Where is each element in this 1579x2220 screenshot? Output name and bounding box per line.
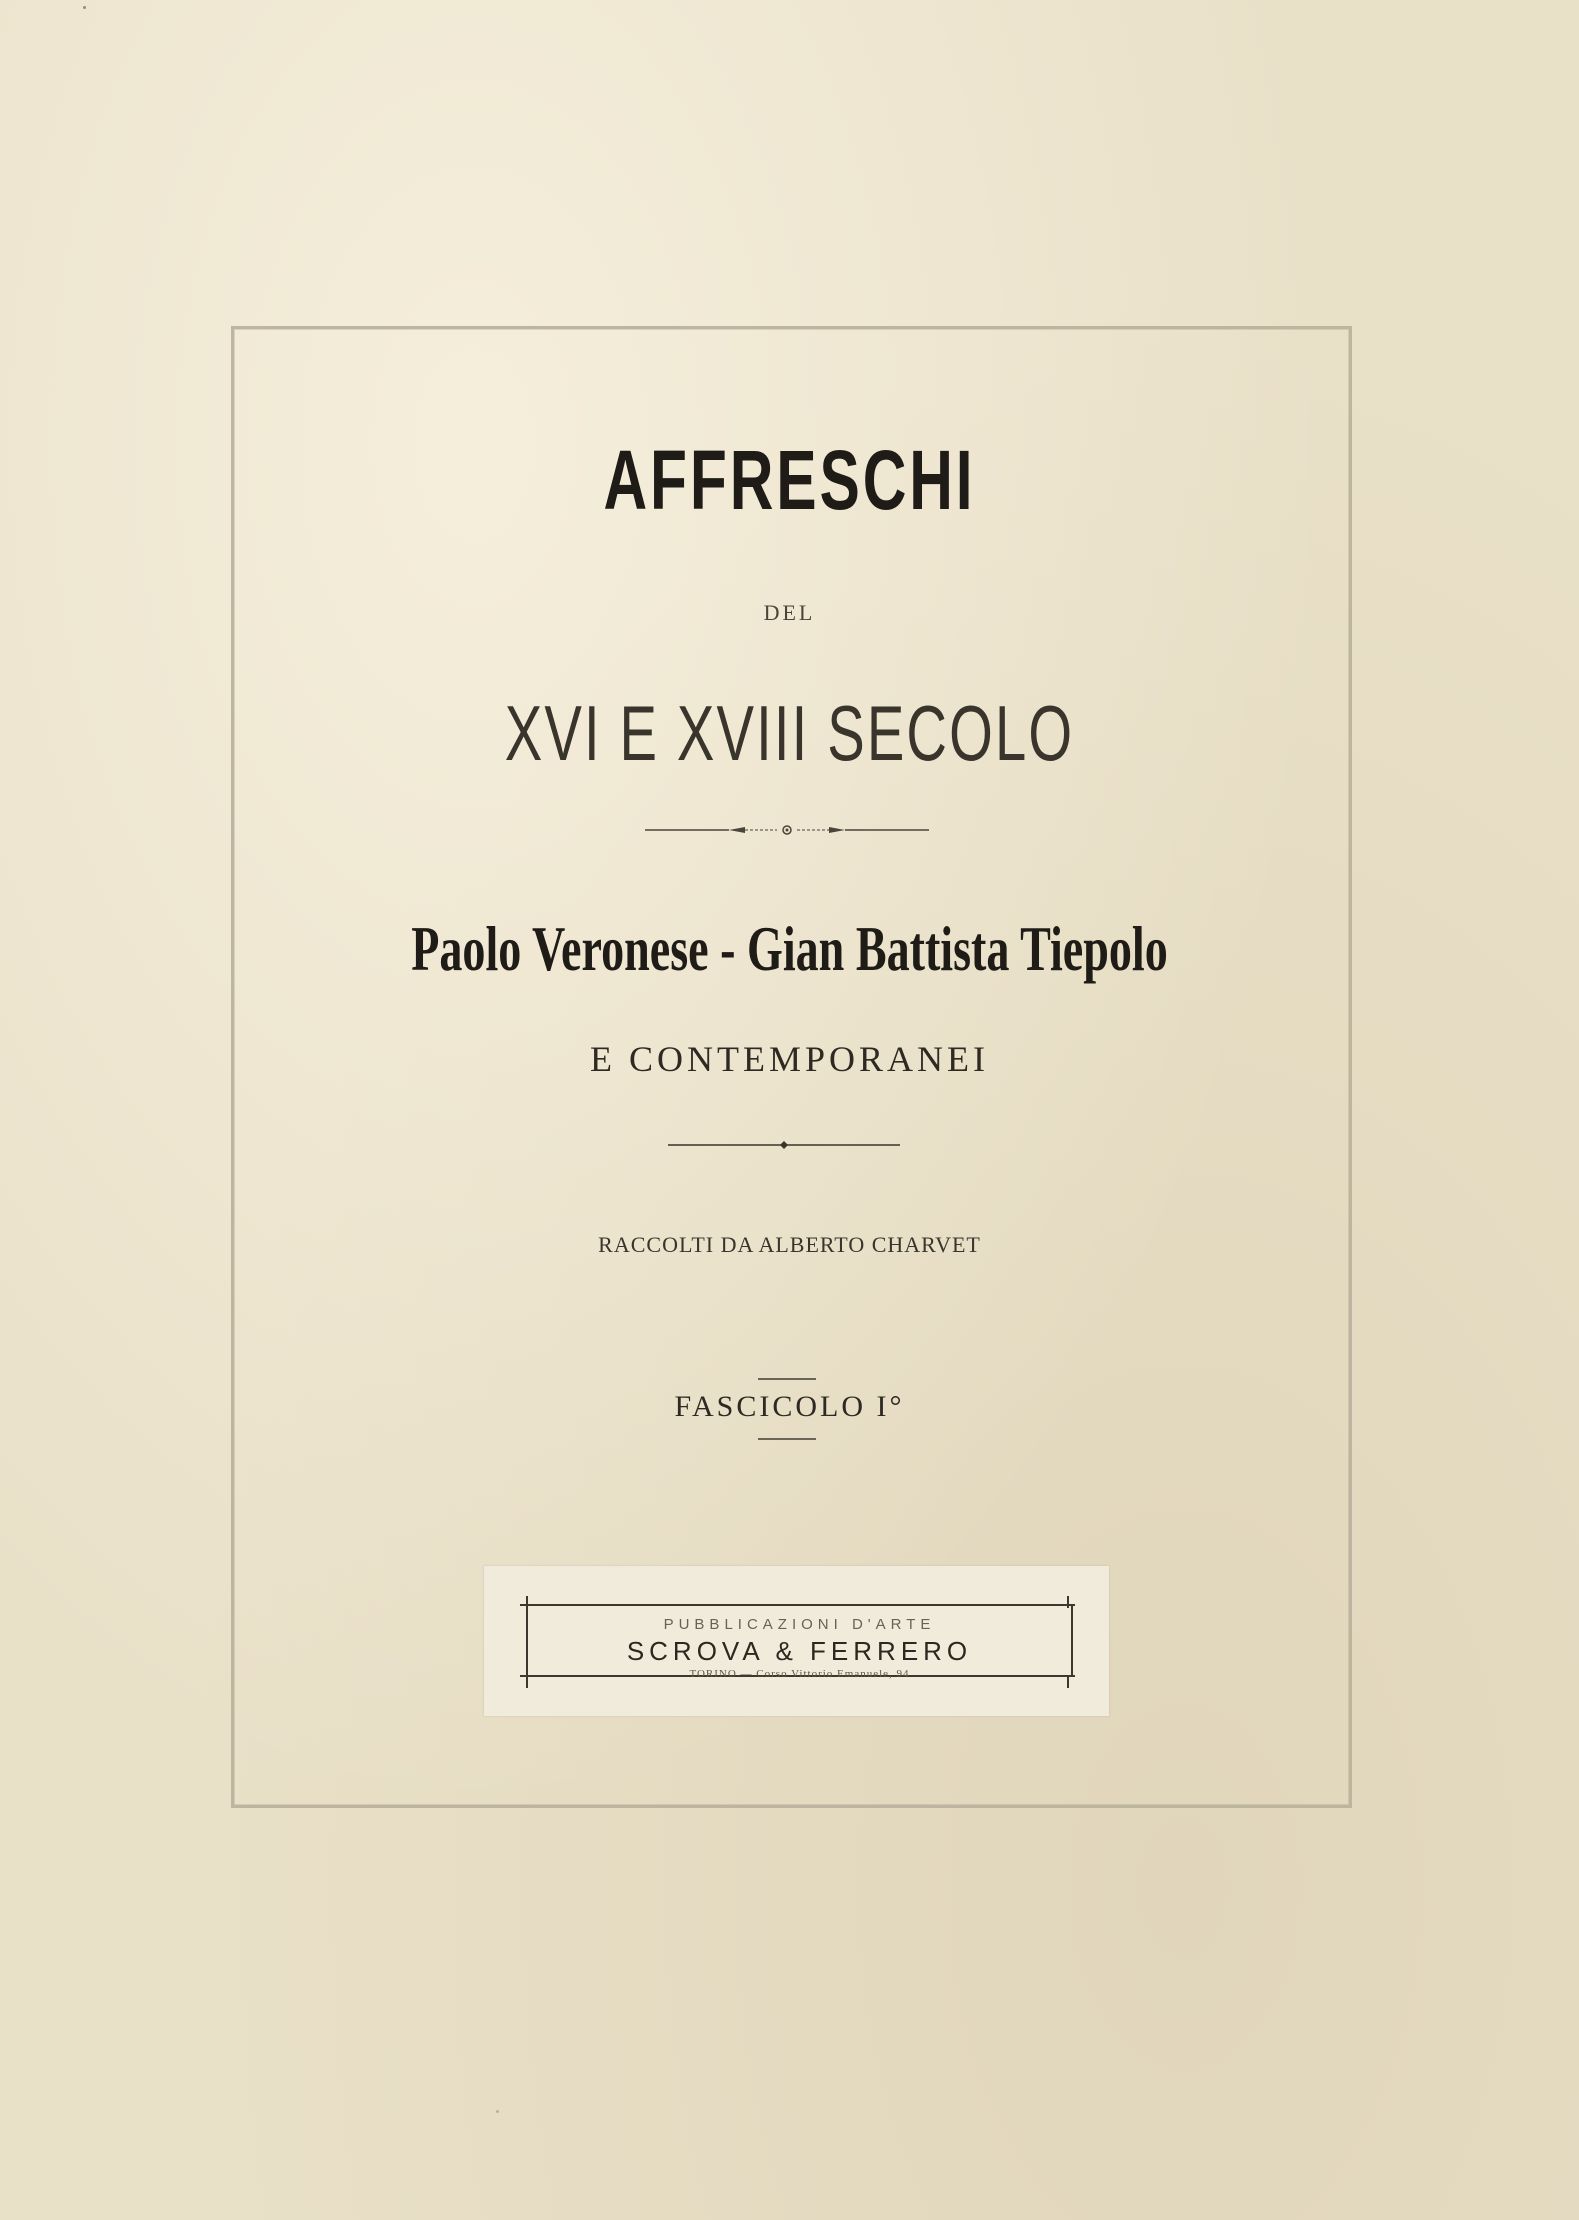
paper-speck bbox=[496, 2110, 499, 2113]
label-box bbox=[526, 1604, 1073, 1680]
divider-rule-icon bbox=[668, 1138, 900, 1152]
title-centuries: XVI E XVIII SECOLO bbox=[504, 689, 1075, 777]
publisher-name: SCROVA & FERRERO bbox=[626, 1636, 973, 1666]
title-affreschi: AFFRESCHI bbox=[603, 433, 976, 527]
publisher-address: TORINO — Corso Vittorio Emanuele, 94 bbox=[689, 1668, 910, 1680]
authors-line: Paolo Veronese - Gian Battista Tiepolo bbox=[411, 913, 1168, 984]
fascicle-number: FASCICOLO I° bbox=[674, 1390, 905, 1423]
paper-speck bbox=[83, 6, 86, 9]
publisher-label bbox=[484, 1566, 1109, 1716]
subtitle-contemporanei: E CONTEMPORANEI bbox=[590, 1039, 989, 1079]
fascicle-rule-bottom bbox=[758, 1438, 816, 1440]
ornamental-divider-icon bbox=[645, 820, 929, 840]
fascicle-rule-top bbox=[758, 1378, 816, 1380]
collector-credit: RACCOLTI DA ALBERTO CHARVET bbox=[598, 1232, 981, 1257]
title-connector: DEL bbox=[763, 600, 816, 625]
publisher-series: PUBBLICAZIONI D'ARTE bbox=[663, 1616, 936, 1633]
